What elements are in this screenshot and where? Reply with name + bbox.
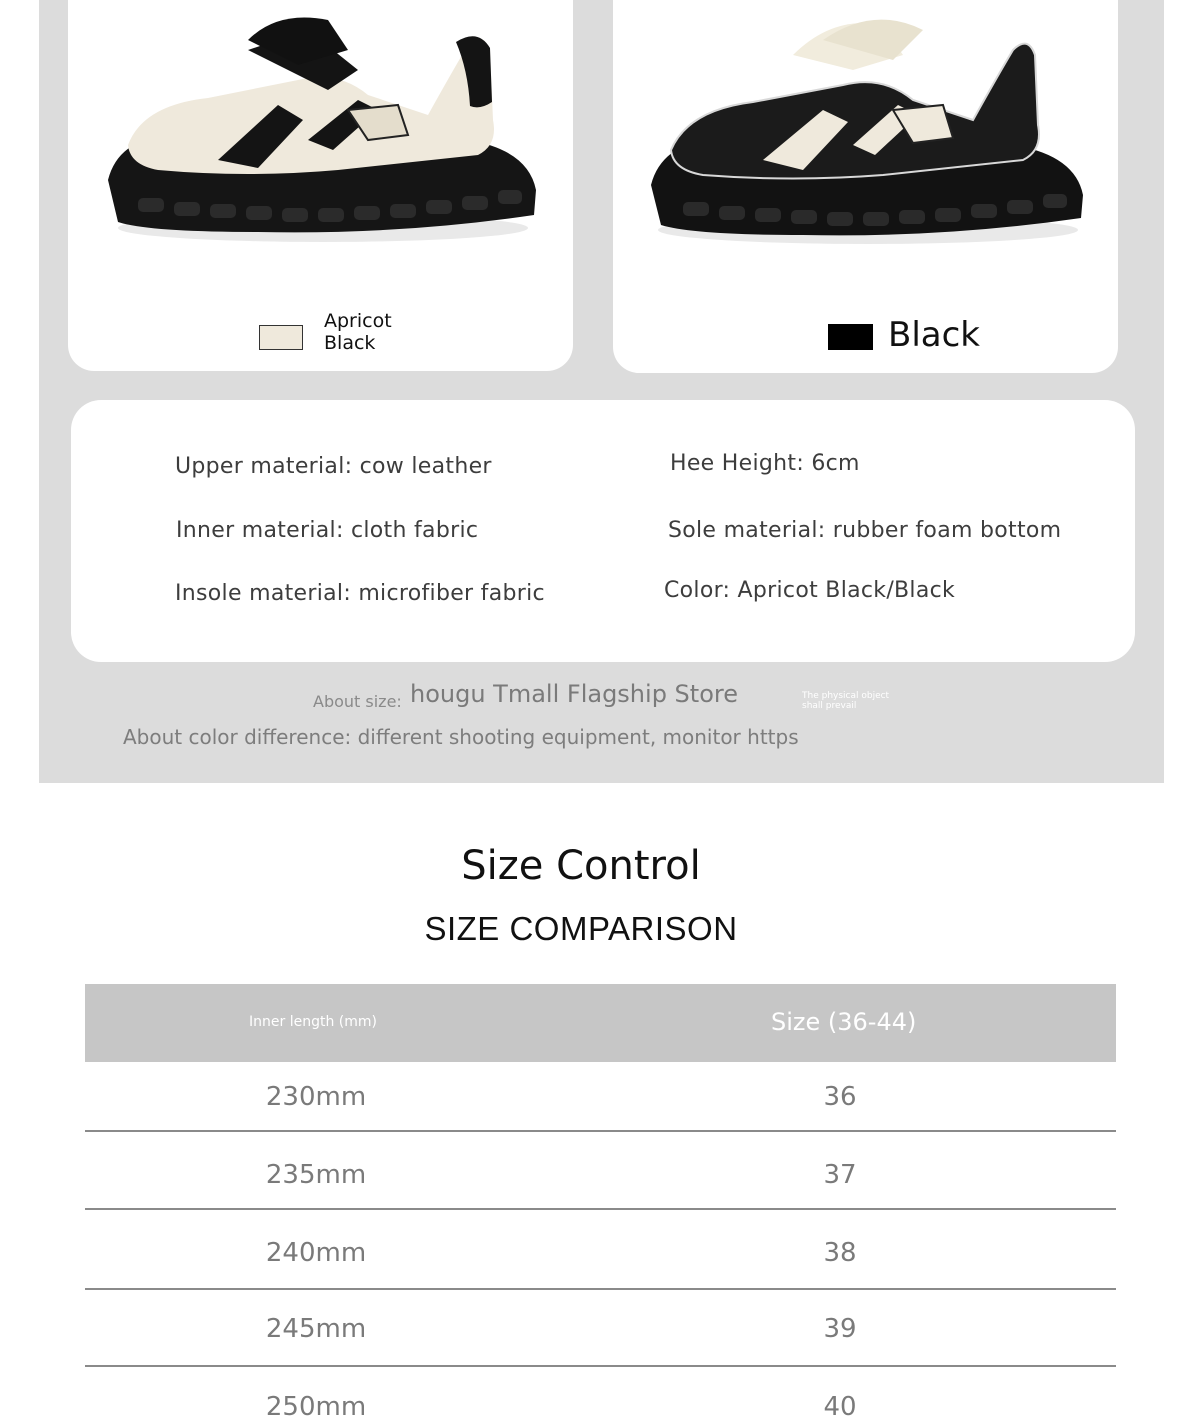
apricot-black-swatch	[259, 325, 303, 350]
table-row-4-size: 39	[823, 1314, 857, 1344]
spec-upper-material: Upper material: cow leather	[175, 454, 492, 479]
row-divider	[85, 1130, 1116, 1132]
table-row-4-length: 245mm	[265, 1314, 367, 1344]
spec-sole-material: Sole material: rubber foam bottom	[668, 518, 1062, 543]
black-swatch	[828, 324, 873, 350]
table-row-3-length: 240mm	[265, 1238, 367, 1268]
table-row-2-size: 37	[823, 1160, 857, 1190]
row-divider	[85, 1208, 1116, 1210]
color-difference-note: About color difference: different shooting equipment, monitor https	[123, 725, 799, 749]
size-control-title: Size Control	[461, 843, 701, 889]
size-table-header	[85, 984, 1116, 1062]
apricot-black-sneaker-image	[98, 10, 548, 270]
table-row-5-size: 40	[823, 1392, 857, 1422]
variant-card-black[interactable]	[613, 0, 1118, 373]
apricot-black-label: Apricot Black	[324, 310, 392, 354]
store-name: hougu Tmall Flagship Store	[410, 680, 738, 708]
row-divider	[85, 1365, 1116, 1367]
spec-heel-height: Hee Height: 6cm	[670, 451, 860, 476]
header-inner-length: Inner length (mm)	[249, 1014, 377, 1030]
black-label: Black	[888, 315, 980, 355]
row-divider	[85, 1288, 1116, 1290]
table-row-1-length: 230mm	[265, 1082, 367, 1112]
table-row-3-size: 38	[823, 1238, 857, 1268]
specifications-card	[71, 400, 1135, 662]
about-size-label: About size:	[313, 692, 402, 711]
spec-inner-material: Inner material: cloth fabric	[176, 518, 479, 543]
spec-insole-material: Insole material: microfiber fabric	[175, 581, 545, 606]
table-row-2-length: 235mm	[265, 1160, 367, 1190]
table-row-5-length: 250mm	[265, 1392, 367, 1422]
spec-color: Color: Apricot Black/Black	[664, 578, 956, 603]
physical-object-note: The physical object shall prevail	[802, 691, 890, 711]
header-size: Size (36-44)	[771, 1008, 917, 1036]
variant-card-apricot-black[interactable]	[68, 0, 573, 371]
table-row-1-size: 36	[823, 1082, 857, 1112]
size-comparison-subtitle: SIZE COMPARISON	[424, 910, 738, 947]
black-sneaker-image	[643, 10, 1093, 270]
